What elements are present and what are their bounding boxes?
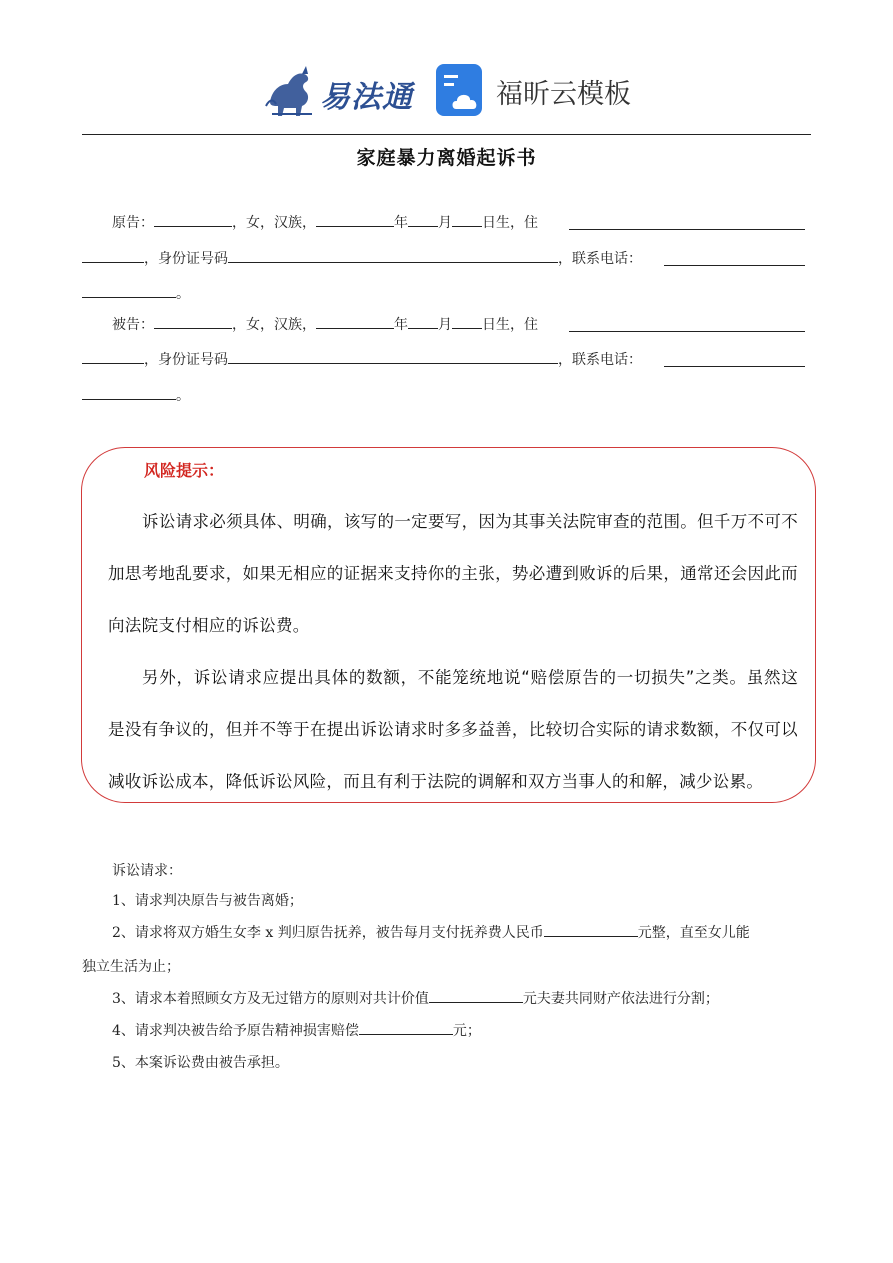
- defendant-label: 被告：: [112, 317, 154, 333]
- claim-3: [82, 983, 811, 1016]
- child-support-blank: [544, 921, 638, 937]
- id-label: ，身份证号码: [144, 352, 228, 368]
- claim-3-part-b: 元夫妻共同财产依法进行分割；: [522, 991, 719, 1007]
- claim-4-part-a: 4、请求判决被告给予原告精神损害赔偿: [112, 1023, 359, 1039]
- risk-paragraph-2: 另外，诉讼请求应提出具体的数额，不能笼统地说“赔偿原告的一切损失”之类。虽然这是没有争议的，但并不等于在提出诉讼请求时多多益善，比较切合实际的请求数额，不仅可以减收诉讼成本，降低诉讼风险，而且有利于法院的调解和双方当事人的和解，减少讼累。: [108, 668, 798, 791]
- defendant-gender: ，女，汉族，: [232, 317, 316, 333]
- period: 。: [176, 286, 190, 302]
- period: 。: [176, 388, 190, 404]
- compensation-blank: [359, 1019, 453, 1035]
- month-label: 月: [438, 317, 452, 333]
- logo-right-text: 福昕云模板: [496, 79, 631, 110]
- claim-2-continued: 独立生活为止；: [82, 959, 180, 975]
- defendant-year-blank: [316, 313, 394, 329]
- claim-2: [82, 917, 811, 950]
- month-label: 月: [438, 215, 452, 231]
- plaintiff-address-blank: [569, 229, 805, 230]
- qilin-logo-icon: [262, 62, 320, 120]
- logo-left-text: 易法通: [320, 80, 413, 115]
- phone-label: ，联系电话：: [558, 352, 642, 368]
- phone-label: ，联系电话：: [558, 251, 642, 267]
- year-label: 年: [394, 317, 408, 333]
- plaintiff-gender: ，女，汉族，: [232, 215, 316, 231]
- risk-title: 风险提示：: [144, 461, 225, 480]
- day-live-label: 日生，住: [482, 215, 538, 231]
- yifatong-logo: [262, 62, 422, 120]
- header-divider: [82, 134, 811, 135]
- property-value-blank: [429, 987, 523, 1003]
- claim-4: [82, 1015, 811, 1048]
- plaintiff-phone-blank-2: [82, 282, 176, 298]
- claims-heading: 诉讼请求：: [112, 863, 182, 879]
- claim-2-part-a: 2、请求将双方婚生女李 x 判归原告抚养，被告每月支付抚养费人民币: [112, 925, 544, 941]
- risk-paragraph-1: 诉讼请求必须具体、明确，该写的一定要写，因为其事关法院审查的范围。但千万不可不加思考地乱要求，如果无相应的证据来支持你的主张，势必遭到败诉的后果，通常还会因此而向法院支付相应的诉讼费。: [108, 512, 798, 635]
- id-label: ，身份证号码: [144, 251, 228, 267]
- plaintiff-month-blank: [408, 211, 438, 227]
- defendant-phone-blank: [664, 366, 805, 367]
- plaintiff-line-3: [82, 282, 811, 304]
- defendant-id-blank: [228, 348, 558, 364]
- claim-2-part-b: 元整，直至女儿能: [637, 925, 750, 941]
- plaintiff-day-blank: [452, 211, 482, 227]
- defendant-line-3: [82, 384, 811, 406]
- year-label: 年: [394, 215, 408, 231]
- defendant-day-blank: [452, 313, 482, 329]
- claim-4-part-b: 元；: [452, 1023, 481, 1039]
- claim-3-part-a: 3、请求本着照顾女方及无过错方的原则对共计价值: [112, 991, 429, 1007]
- plaintiff-id-blank: [228, 247, 558, 263]
- document-title: 家庭暴力离婚起诉书: [356, 147, 537, 169]
- day-live-label: 日生，住: [482, 317, 538, 333]
- defendant-phone-blank-2: [82, 384, 176, 400]
- plaintiff-address-blank-2: [82, 247, 144, 263]
- plaintiff-label: 原告：: [112, 215, 154, 231]
- claim-5: 5、本案诉讼费由被告承担。: [112, 1055, 289, 1071]
- plaintiff-year-blank: [316, 211, 394, 227]
- foxit-logo: [436, 64, 636, 118]
- plaintiff-name-blank: [154, 211, 232, 227]
- defendant-month-blank: [408, 313, 438, 329]
- defendant-address-blank-2: [82, 348, 144, 364]
- defendant-name-blank: [154, 313, 232, 329]
- plaintiff-phone-blank: [664, 265, 805, 266]
- page-header: [0, 58, 893, 124]
- defendant-address-blank: [569, 331, 805, 332]
- risk-notice-box: [81, 447, 816, 803]
- foxit-cloud-icon: [436, 64, 488, 116]
- claim-1: 1、请求判决原告与被告离婚；: [112, 893, 303, 909]
